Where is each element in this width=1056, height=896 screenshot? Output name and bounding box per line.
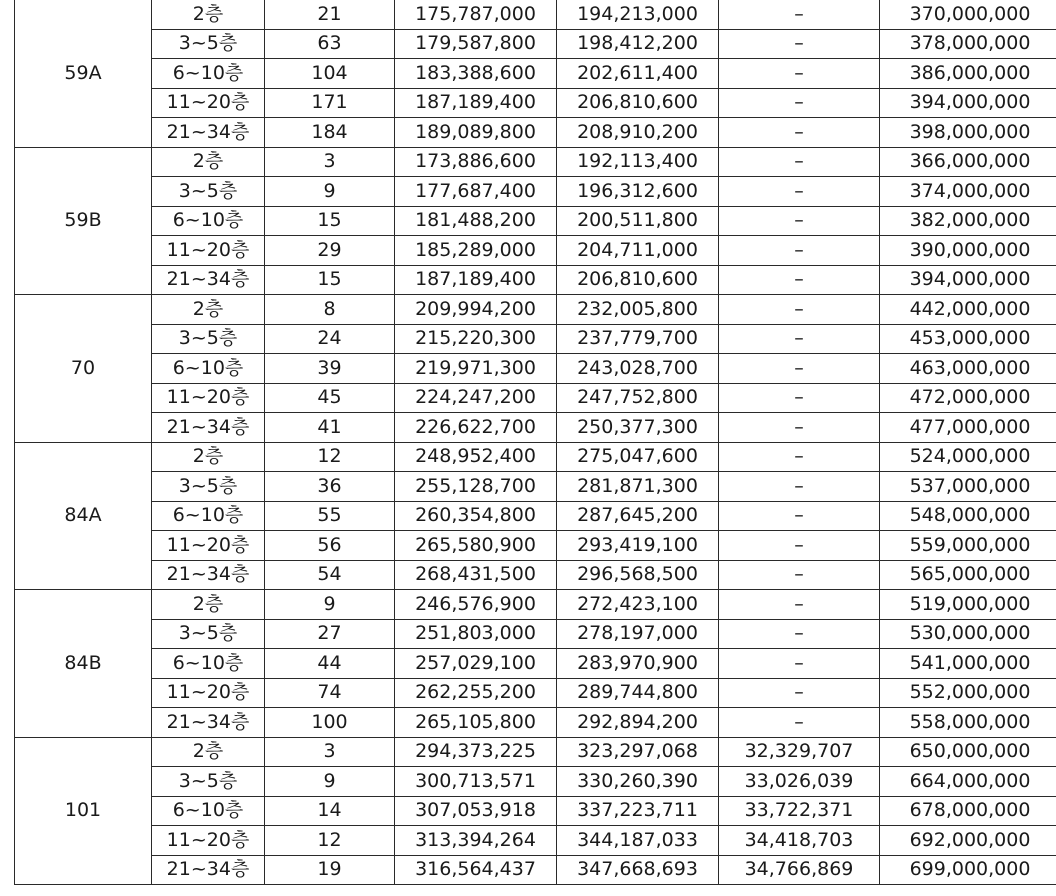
vat-cell: – [719, 265, 880, 295]
vat-cell: – [719, 354, 880, 384]
floor-cell: 21~34층 [152, 118, 265, 148]
building-price-cell: 200,511,800 [557, 206, 719, 236]
land-price-cell: 255,128,700 [395, 472, 557, 502]
floor-cell: 6~10층 [152, 501, 265, 531]
table-row [15, 88, 1056, 118]
units-cell: 74 [265, 678, 395, 708]
vat-cell: – [719, 560, 880, 590]
units-cell: 12 [265, 826, 395, 856]
table-row [15, 118, 1056, 148]
table-row [15, 442, 1056, 472]
table-row [15, 472, 1056, 502]
floor-cell: 11~20층 [152, 826, 265, 856]
vat-cell: – [719, 678, 880, 708]
unit-type-cell: 59A [15, 0, 152, 147]
building-price-cell: 272,423,100 [557, 590, 719, 620]
unit-type-cell: 70 [15, 295, 152, 443]
floor-cell: 6~10층 [152, 796, 265, 826]
total-price-cell: 398,000,000 [880, 118, 1056, 148]
vat-cell: – [719, 59, 880, 89]
units-cell: 171 [265, 88, 395, 118]
units-cell: 19 [265, 855, 395, 885]
building-price-cell: 275,047,600 [557, 442, 719, 472]
table-row [15, 354, 1056, 384]
land-price-cell: 177,687,400 [395, 177, 557, 207]
table-row [15, 29, 1056, 59]
floor-cell: 3~5층 [152, 324, 265, 354]
floor-cell: 2층 [152, 737, 265, 767]
table-row [15, 177, 1056, 207]
units-cell: 104 [265, 59, 395, 89]
total-price-cell: 477,000,000 [880, 413, 1056, 443]
table-row [15, 383, 1056, 413]
land-price-cell: 313,394,264 [395, 826, 557, 856]
building-price-cell: 247,752,800 [557, 383, 719, 413]
building-price-cell: 232,005,800 [557, 295, 719, 325]
total-price-cell: 519,000,000 [880, 590, 1056, 620]
table-row [15, 531, 1056, 561]
units-cell: 45 [265, 383, 395, 413]
building-price-cell: 344,187,033 [557, 826, 719, 856]
floor-cell: 21~34층 [152, 708, 265, 738]
land-price-cell: 294,373,225 [395, 737, 557, 767]
total-price-cell: 552,000,000 [880, 678, 1056, 708]
building-price-cell: 281,871,300 [557, 472, 719, 502]
building-price-cell: 192,113,400 [557, 147, 719, 177]
total-price-cell: 394,000,000 [880, 265, 1056, 295]
land-price-cell: 226,622,700 [395, 413, 557, 443]
vat-cell: 33,026,039 [719, 767, 880, 797]
units-cell: 14 [265, 796, 395, 826]
floor-cell: 21~34층 [152, 855, 265, 885]
building-price-cell: 243,028,700 [557, 354, 719, 384]
total-price-cell: 390,000,000 [880, 236, 1056, 266]
vat-cell: – [719, 324, 880, 354]
total-price-cell: 530,000,000 [880, 619, 1056, 649]
vat-cell: – [719, 383, 880, 413]
vat-cell: – [719, 619, 880, 649]
total-price-cell: 524,000,000 [880, 442, 1056, 472]
units-cell: 3 [265, 147, 395, 177]
floor-cell: 3~5층 [152, 177, 265, 207]
building-price-cell: 347,668,693 [557, 855, 719, 885]
building-price-cell: 283,970,900 [557, 649, 719, 679]
table-row [15, 619, 1056, 649]
land-price-cell: 173,886,600 [395, 147, 557, 177]
land-price-cell: 187,189,400 [395, 88, 557, 118]
total-price-cell: 699,000,000 [880, 855, 1056, 885]
table-row [15, 767, 1056, 797]
unit-type-cell: 84B [15, 590, 152, 738]
land-price-cell: 224,247,200 [395, 383, 557, 413]
units-cell: 29 [265, 236, 395, 266]
building-price-cell: 206,810,600 [557, 88, 719, 118]
total-price-cell: 442,000,000 [880, 295, 1056, 325]
floor-cell: 21~34층 [152, 560, 265, 590]
land-price-cell: 316,564,437 [395, 855, 557, 885]
floor-cell: 21~34층 [152, 413, 265, 443]
units-cell: 56 [265, 531, 395, 561]
land-price-cell: 185,289,000 [395, 236, 557, 266]
building-price-cell: 194,213,000 [557, 0, 719, 29]
building-price-cell: 237,779,700 [557, 324, 719, 354]
price-table-body [15, 0, 1056, 885]
floor-cell: 2층 [152, 590, 265, 620]
floor-cell: 2층 [152, 295, 265, 325]
total-price-cell: 370,000,000 [880, 0, 1056, 29]
floor-cell: 11~20층 [152, 236, 265, 266]
building-price-cell: 204,711,000 [557, 236, 719, 266]
floor-cell: 2층 [152, 442, 265, 472]
land-price-cell: 189,089,800 [395, 118, 557, 148]
building-price-cell: 278,197,000 [557, 619, 719, 649]
vat-cell: 34,766,869 [719, 855, 880, 885]
vat-cell: – [719, 708, 880, 738]
floor-cell: 11~20층 [152, 88, 265, 118]
land-price-cell: 183,388,600 [395, 59, 557, 89]
table-row [15, 590, 1056, 620]
total-price-cell: 382,000,000 [880, 206, 1056, 236]
total-price-cell: 472,000,000 [880, 383, 1056, 413]
total-price-cell: 394,000,000 [880, 88, 1056, 118]
total-price-cell: 678,000,000 [880, 796, 1056, 826]
units-cell: 3 [265, 737, 395, 767]
floor-cell: 3~5층 [152, 472, 265, 502]
table-row [15, 59, 1056, 89]
building-price-cell: 289,744,800 [557, 678, 719, 708]
land-price-cell: 268,431,500 [395, 560, 557, 590]
land-price-cell: 179,587,800 [395, 29, 557, 59]
units-cell: 100 [265, 708, 395, 738]
units-cell: 15 [265, 265, 395, 295]
total-price-cell: 463,000,000 [880, 354, 1056, 384]
units-cell: 44 [265, 649, 395, 679]
total-price-cell: 664,000,000 [880, 767, 1056, 797]
building-price-cell: 293,419,100 [557, 531, 719, 561]
total-price-cell: 650,000,000 [880, 737, 1056, 767]
floor-cell: 21~34층 [152, 265, 265, 295]
floor-cell: 3~5층 [152, 29, 265, 59]
vat-cell: – [719, 295, 880, 325]
floor-cell: 11~20층 [152, 531, 265, 561]
building-price-cell: 330,260,390 [557, 767, 719, 797]
vat-cell: – [719, 472, 880, 502]
vat-cell: – [719, 531, 880, 561]
land-price-cell: 251,803,000 [395, 619, 557, 649]
building-price-cell: 202,611,400 [557, 59, 719, 89]
table-row [15, 206, 1056, 236]
vat-cell: – [719, 88, 880, 118]
total-price-cell: 378,000,000 [880, 29, 1056, 59]
total-price-cell: 548,000,000 [880, 501, 1056, 531]
land-price-cell: 175,787,000 [395, 0, 557, 29]
price-table [14, 0, 1056, 885]
total-price-cell: 565,000,000 [880, 560, 1056, 590]
table-row [15, 855, 1056, 885]
table-row [15, 737, 1056, 767]
units-cell: 24 [265, 324, 395, 354]
table-row [15, 0, 1056, 29]
building-price-cell: 198,412,200 [557, 29, 719, 59]
table-row [15, 649, 1056, 679]
table-row [15, 678, 1056, 708]
land-price-cell: 248,952,400 [395, 442, 557, 472]
land-price-cell: 215,220,300 [395, 324, 557, 354]
floor-cell: 6~10층 [152, 206, 265, 236]
units-cell: 21 [265, 0, 395, 29]
land-price-cell: 265,580,900 [395, 531, 557, 561]
units-cell: 9 [265, 177, 395, 207]
unit-type-cell: 101 [15, 737, 152, 885]
land-price-cell: 246,576,900 [395, 590, 557, 620]
building-price-cell: 292,894,200 [557, 708, 719, 738]
table-row [15, 295, 1056, 325]
vat-cell: – [719, 147, 880, 177]
land-price-cell: 181,488,200 [395, 206, 557, 236]
vat-cell: – [719, 206, 880, 236]
vat-cell: – [719, 29, 880, 59]
floor-cell: 3~5층 [152, 767, 265, 797]
table-row [15, 796, 1056, 826]
floor-cell: 3~5층 [152, 619, 265, 649]
floor-cell: 2층 [152, 147, 265, 177]
table-row [15, 236, 1056, 266]
units-cell: 54 [265, 560, 395, 590]
total-price-cell: 374,000,000 [880, 177, 1056, 207]
building-price-cell: 287,645,200 [557, 501, 719, 531]
unit-type-cell: 59B [15, 147, 152, 295]
total-price-cell: 537,000,000 [880, 472, 1056, 502]
building-price-cell: 323,297,068 [557, 737, 719, 767]
vat-cell: – [719, 177, 880, 207]
building-price-cell: 337,223,711 [557, 796, 719, 826]
land-price-cell: 265,105,800 [395, 708, 557, 738]
unit-type-cell: 84A [15, 442, 152, 590]
units-cell: 184 [265, 118, 395, 148]
vat-cell: 33,722,371 [719, 796, 880, 826]
building-price-cell: 208,910,200 [557, 118, 719, 148]
land-price-cell: 307,053,918 [395, 796, 557, 826]
land-price-cell: 300,713,571 [395, 767, 557, 797]
table-row [15, 560, 1056, 590]
total-price-cell: 559,000,000 [880, 531, 1056, 561]
floor-cell: 6~10층 [152, 59, 265, 89]
units-cell: 12 [265, 442, 395, 472]
floor-cell: 6~10층 [152, 354, 265, 384]
table-row [15, 413, 1056, 443]
total-price-cell: 386,000,000 [880, 59, 1056, 89]
table-row [15, 501, 1056, 531]
building-price-cell: 196,312,600 [557, 177, 719, 207]
total-price-cell: 453,000,000 [880, 324, 1056, 354]
vat-cell: – [719, 501, 880, 531]
table-row [15, 265, 1056, 295]
vat-cell: – [719, 590, 880, 620]
table-row [15, 708, 1056, 738]
units-cell: 41 [265, 413, 395, 443]
table-row [15, 826, 1056, 856]
building-price-cell: 206,810,600 [557, 265, 719, 295]
total-price-cell: 366,000,000 [880, 147, 1056, 177]
vat-cell: 34,418,703 [719, 826, 880, 856]
units-cell: 63 [265, 29, 395, 59]
units-cell: 15 [265, 206, 395, 236]
vat-cell: – [719, 649, 880, 679]
units-cell: 9 [265, 767, 395, 797]
land-price-cell: 260,354,800 [395, 501, 557, 531]
units-cell: 55 [265, 501, 395, 531]
vat-cell: – [719, 0, 880, 29]
vat-cell: – [719, 118, 880, 148]
land-price-cell: 219,971,300 [395, 354, 557, 384]
vat-cell: – [719, 442, 880, 472]
table-row [15, 147, 1056, 177]
units-cell: 36 [265, 472, 395, 502]
land-price-cell: 257,029,100 [395, 649, 557, 679]
total-price-cell: 558,000,000 [880, 708, 1056, 738]
units-cell: 39 [265, 354, 395, 384]
floor-cell: 11~20층 [152, 678, 265, 708]
vat-cell: 32,329,707 [719, 737, 880, 767]
land-price-cell: 262,255,200 [395, 678, 557, 708]
vat-cell: – [719, 236, 880, 266]
land-price-cell: 187,189,400 [395, 265, 557, 295]
total-price-cell: 692,000,000 [880, 826, 1056, 856]
land-price-cell: 209,994,200 [395, 295, 557, 325]
units-cell: 27 [265, 619, 395, 649]
floor-cell: 6~10층 [152, 649, 265, 679]
floor-cell: 2층 [152, 0, 265, 29]
total-price-cell: 541,000,000 [880, 649, 1056, 679]
units-cell: 9 [265, 590, 395, 620]
building-price-cell: 296,568,500 [557, 560, 719, 590]
units-cell: 8 [265, 295, 395, 325]
building-price-cell: 250,377,300 [557, 413, 719, 443]
vat-cell: – [719, 413, 880, 443]
table-row [15, 324, 1056, 354]
floor-cell: 11~20층 [152, 383, 265, 413]
